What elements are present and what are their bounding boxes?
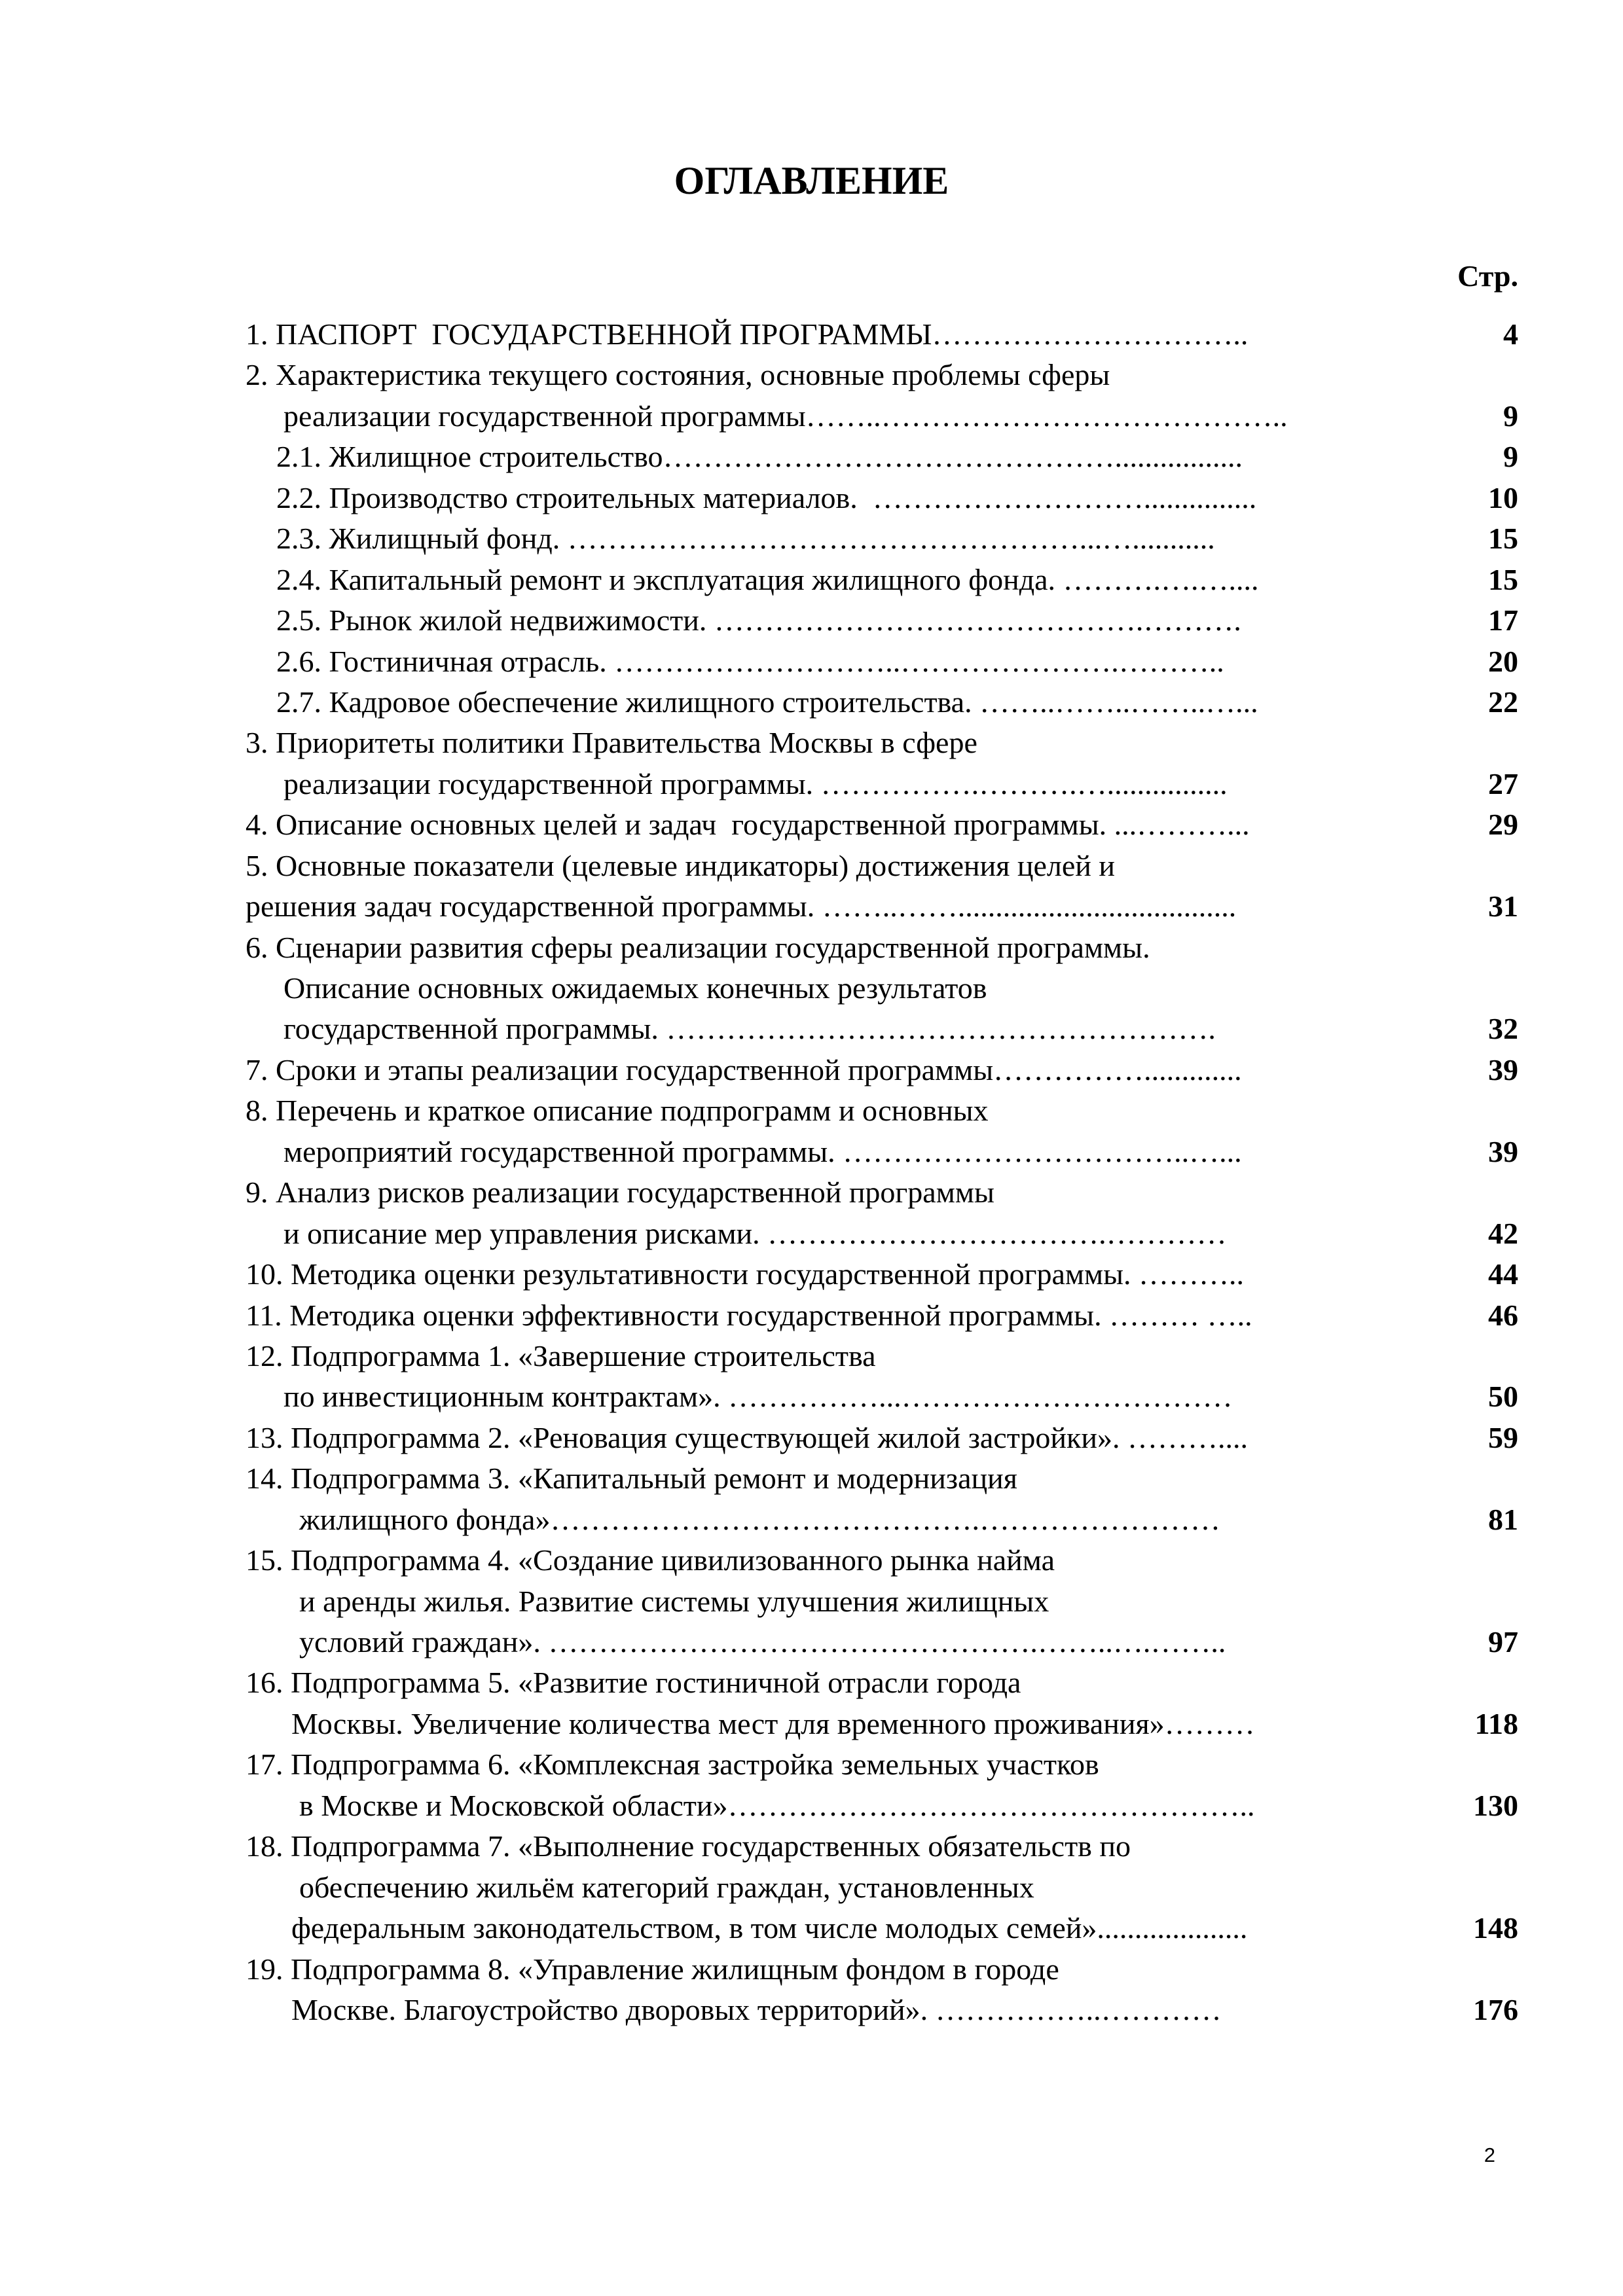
toc-line <box>246 804 1518 845</box>
toc-entry-text: 7. Сроки и этапы реализации государственной программы……………............. <box>246 1052 1242 1086</box>
toc-page-number: 50 <box>1488 1380 1518 1414</box>
toc-page-number: 20 <box>1488 644 1518 678</box>
toc-entry-text: 4. Описание основных целей и задач государственной программы. ...………... <box>246 808 1250 842</box>
toc-entry-text: 19. Подпрограмма 8. «Управление жилищным фондом в городе <box>246 1952 1059 1986</box>
toc-page-number: 9 <box>1503 440 1518 474</box>
toc-page-number: 29 <box>1488 808 1518 842</box>
toc-line <box>246 560 1518 600</box>
toc-page-number: 22 <box>1488 685 1518 719</box>
toc-line <box>246 846 1518 886</box>
toc-entry-text: 2.7. Кадровое обеспечение жилищного строительства. ……..……..……..…... <box>276 685 1258 719</box>
toc-line <box>246 1418 1518 1458</box>
toc-page-number: 39 <box>1488 1134 1518 1168</box>
toc-entry-text: 14. Подпрограмма 3. «Капитальный ремонт и модернизация <box>246 1462 1017 1496</box>
toc-page-number: 32 <box>1488 1012 1518 1046</box>
toc-line <box>246 682 1518 723</box>
toc-line <box>246 1785 1518 1826</box>
toc-entry-text: 3. Приоритеты политики Правительства Москвы в сфере <box>246 726 977 760</box>
toc-line <box>246 764 1518 804</box>
toc-entry-text: и аренды жилья. Развитие системы улучшения жилищных <box>299 1584 1049 1618</box>
toc-entry-text: 16. Подпрограмма 5. «Развитие гостиничной отрасли города <box>246 1666 1021 1700</box>
toc-entry-text: и описание мер управления рисками. …………………………….………… <box>283 1216 1227 1250</box>
toc-entry-text: Москве. Благоустройство дворовых территорий». ……………..………… <box>291 1992 1222 2026</box>
toc-line <box>246 1050 1518 1090</box>
page-title: ОГЛАВЛЕНИЕ <box>674 159 949 202</box>
toc-line <box>246 1376 1518 1417</box>
toc-entry-text: 6. Сценарии развития сферы реализации государственной программы. <box>246 930 1150 964</box>
toc-line <box>246 723 1518 763</box>
toc-line <box>246 1581 1518 1622</box>
toc-line <box>246 1867 1518 1908</box>
toc-page-number: 59 <box>1488 1420 1518 1454</box>
toc-line <box>246 1990 1518 2030</box>
toc-line <box>246 1744 1518 1785</box>
toc-line <box>246 1458 1518 1499</box>
toc-entry-text: 8. Перечень и краткое описание подпрограмм и основных <box>246 1094 989 1128</box>
toc-entry-text: 13. Подпрограмма 2. «Реновация существующей жилой застройки». ……….... <box>246 1420 1248 1454</box>
toc-line <box>246 1172 1518 1213</box>
toc-page-number: 44 <box>1488 1257 1518 1291</box>
toc-entry-text: реализации государственной программы. …………….……….…................ <box>283 766 1228 800</box>
toc-line <box>246 1009 1518 1049</box>
toc-entry-text: условий граждан». ………………………………………….……..….…….. <box>299 1625 1226 1659</box>
toc-entry-text: 2.3. Жилищный фонд. ……………………………………………...…........... <box>276 522 1215 556</box>
toc-entry-text: 18. Подпрограмма 7. «Выполнение государственных обязательств по <box>246 1829 1131 1863</box>
toc-entry-text: мероприятий государственной программы. ……………………………..…... <box>283 1134 1242 1168</box>
toc-entry-text: государственной программы. ………………………………………………. <box>283 1012 1216 1046</box>
toc-page-number: 42 <box>1488 1216 1518 1250</box>
toc-entry-text: 11. Методика оценки эффективности государственной программы. ……… ….. <box>246 1298 1252 1332</box>
toc-line <box>246 1826 1518 1867</box>
toc-line <box>246 927 1518 968</box>
toc-entry-text: 17. Подпрограмма 6. «Комплексная застройка земельных участков <box>246 1748 1099 1782</box>
toc-line <box>246 641 1518 682</box>
toc-entry-text: 15. Подпрограмма 4. «Создание цивилизованного рынка найма <box>246 1543 1055 1577</box>
toc-page-number: 176 <box>1473 1992 1518 2026</box>
toc-page-number: 31 <box>1488 889 1518 924</box>
toc-entry-text: 2.6. Гостиничная отрасль. ………………………..………………….……….. <box>276 644 1224 678</box>
toc-entry-text: 2. Характеристика текущего состояния, основные проблемы сферы <box>246 358 1110 392</box>
toc-line <box>246 1295 1518 1336</box>
toc-entry-text: 2.4. Капитальный ремонт и эксплуатация жилищного фонда. ……….….….... <box>276 562 1259 596</box>
toc-line <box>246 1213 1518 1254</box>
toc-entry-text: реализации государственной программы……..………………………………….. <box>283 399 1288 433</box>
toc-page-number: 97 <box>1488 1625 1518 1659</box>
toc-entry-text: 5. Основные показатели (целевые индикаторы) достижения целей и <box>246 848 1116 882</box>
toc-entry-text: Описание основных ожидаемых конечных результатов <box>283 971 987 1005</box>
toc-line <box>246 1540 1518 1581</box>
toc-page-number: 81 <box>1488 1502 1518 1536</box>
toc-entry-text: в Москве и Московской области»…………………………………………….. <box>299 1788 1255 1822</box>
table-of-contents <box>246 314 1518 2030</box>
toc-entry-text: по инвестиционным контрактам». ……………...…………………………… <box>283 1380 1233 1414</box>
toc-page-number: 17 <box>1488 603 1518 637</box>
toc-entry-text: 1. ПАСПОРТ ГОСУДАРСТВЕННОЙ ПРОГРАММЫ………………………….. <box>246 317 1249 351</box>
toc-entry-text: 12. Подпрограмма 1. «Завершение строительства <box>246 1338 876 1372</box>
toc-page-number: 130 <box>1473 1788 1518 1822</box>
toc-page-number: 9 <box>1503 399 1518 433</box>
toc-entry-text: решения задач государственной программы. ……..……..................................... <box>246 889 1237 924</box>
toc-page-number: 148 <box>1473 1911 1518 1945</box>
toc-line <box>246 478 1518 518</box>
toc-line <box>246 314 1518 355</box>
toc-line <box>246 600 1518 641</box>
toc-entry-text: 9. Анализ рисков реализации государственной программы <box>246 1175 994 1210</box>
toc-entry-text: федеральным законодательством, в том числе молодых семей».................... <box>291 1911 1248 1945</box>
toc-line <box>246 1090 1518 1131</box>
toc-line <box>246 1949 1518 1990</box>
toc-page-number: 4 <box>1503 317 1518 351</box>
toc-line <box>246 1132 1518 1172</box>
toc-page-number: 10 <box>1488 480 1518 514</box>
toc-page-number: 15 <box>1488 522 1518 556</box>
toc-line <box>246 355 1518 395</box>
toc-entry-text: Москвы. Увеличение количества мест для временного проживания»……… <box>291 1706 1255 1740</box>
toc-entry-text: 2.1. Жилищное строительство………………………………………................. <box>276 440 1243 474</box>
page-number: 2 <box>1484 2144 1495 2166</box>
toc-entry-text: 2.2. Производство строительных материалов. ………………………............... <box>276 480 1257 514</box>
toc-line <box>246 1662 1518 1703</box>
toc-line <box>246 1704 1518 1744</box>
toc-line <box>246 1499 1518 1540</box>
toc-line <box>246 1622 1518 1662</box>
toc-page-number: 118 <box>1474 1706 1518 1740</box>
toc-line <box>246 1908 1518 1948</box>
toc-page-number: 46 <box>1488 1298 1518 1332</box>
toc-line <box>246 396 1518 437</box>
toc-entry-text: 2.5. Рынок жилой недвижимости. …………………………………….………. <box>276 603 1241 637</box>
toc-entry-text: жилищного фонда»…………………………………….…………………… <box>299 1502 1220 1536</box>
page-column-header: Стр. <box>1457 259 1518 293</box>
toc-entry-text: 10. Методика оценки результативности государственной программы. ……….. <box>246 1257 1245 1291</box>
toc-line <box>246 968 1518 1009</box>
toc-line <box>246 1254 1518 1295</box>
toc-line <box>246 518 1518 559</box>
toc-entry-text: обеспечению жильём категорий граждан, установленных <box>299 1870 1034 1904</box>
toc-page-number: 27 <box>1488 766 1518 800</box>
toc-line <box>246 1336 1518 1376</box>
toc-line <box>246 437 1518 477</box>
toc-line <box>246 886 1518 927</box>
toc-page-number: 15 <box>1488 562 1518 596</box>
toc-page-number: 39 <box>1488 1052 1518 1086</box>
